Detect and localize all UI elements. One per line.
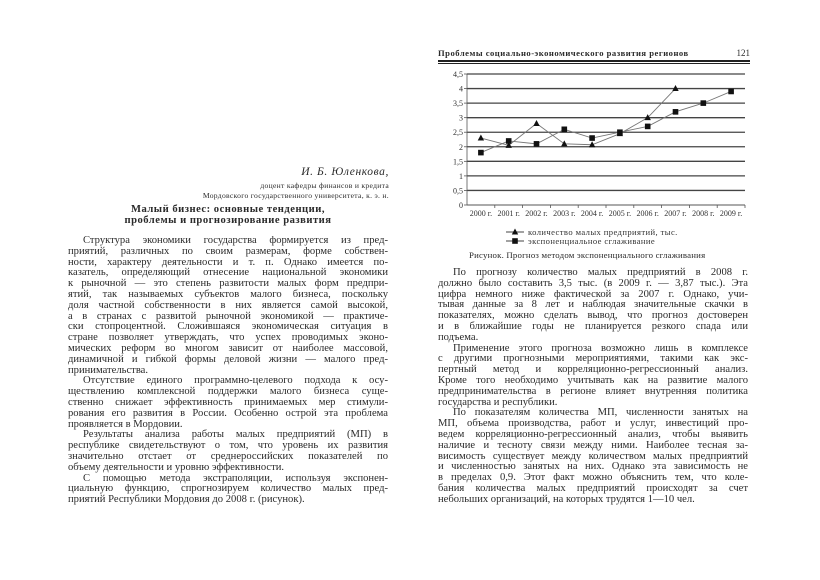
text-line: и численностью занятых на них. Однако эта зависимость не xyxy=(438,461,748,473)
text-line: МП, объема производства, работ и услуг, инвестиций про- xyxy=(438,418,748,430)
article-title-line: Малый бизнес: основные тенденции, xyxy=(130,204,326,215)
text-line: тывая данные за 8 лет и наблюдая значительные скачки в xyxy=(438,299,748,311)
text-line: висимость существует между количеством малых предприятий xyxy=(438,450,748,462)
text-line: Применение этого прогноза возможно лишь в комплексе xyxy=(453,342,748,354)
x-tick-label: 2007 г. xyxy=(664,209,687,218)
data-point-square xyxy=(617,129,623,135)
article-title-line: проблемы и прогнозирование развития xyxy=(124,215,332,226)
text-line: стране позволяет утверждать, что успех проводимых эконо- xyxy=(68,332,388,344)
text-line: с другими прогнозными мероприятиями, такими как экс- xyxy=(438,353,748,365)
text-line: ственно снижает эффективность принимаемых мер стимули- xyxy=(68,396,388,408)
x-tick-label: 2009 г. xyxy=(719,209,743,218)
x-tick-label: 2001 г. xyxy=(497,209,520,218)
x-tick-label: 2000 г. xyxy=(469,209,493,218)
x-tick-label: 2002 г. xyxy=(525,209,548,218)
y-tick-label: 2,5 xyxy=(453,128,463,138)
text-line: приятий Республики Мордовия до 2008 г. (рисунок). xyxy=(68,494,305,506)
text-line: По показателям количества МП, численности занятых на xyxy=(453,407,748,419)
text-line: Результаты анализа работы малых предприятий (МП) в xyxy=(83,429,388,441)
y-tick-label: 1,5 xyxy=(453,157,463,167)
text-line: принимательства. xyxy=(68,364,149,376)
text-line: в пределах 0,9. Этот факт можно объяснить тем, что коле- xyxy=(438,472,748,484)
text-line: рования его развития в России. Особенно острой эта проблема xyxy=(68,407,388,419)
y-tick-label: 0 xyxy=(459,201,463,210)
legend-label: экспоненциальное сглаживание xyxy=(528,236,656,246)
text-line: предпринимательства в регионе влияет внутренняя политика xyxy=(438,385,748,397)
text-line: должно было составить 3,5 тыс. (в 2009 г. — 3,87 тыс.). Эта xyxy=(438,277,748,289)
text-line: наличие и тесноту связи между ними. Наиболее тесная за- xyxy=(438,439,748,451)
page-number: 121 xyxy=(736,48,750,58)
text-line: приятий, различных по своим размерам, форме собствен- xyxy=(68,245,388,257)
data-point-triangle xyxy=(533,120,539,126)
text-line: динамичной и гибкой формы деловой жизни — малого пред- xyxy=(68,353,388,365)
data-point-square xyxy=(562,127,568,133)
y-tick-label: 2 xyxy=(459,142,463,152)
y-tick-label: 4,5 xyxy=(453,70,463,79)
text-line: подъема. xyxy=(438,331,479,343)
text-line: проявляется в Мордовии. xyxy=(68,418,183,430)
x-tick-label: 2008 г. xyxy=(692,209,715,218)
data-point-square xyxy=(478,150,484,156)
author-name: И. Б. Юленкова, xyxy=(301,166,389,178)
figure-caption: Рисунок. Прогноз методом экспоненциального сглаживания xyxy=(469,250,706,260)
text-line: казатель, определяющий отнесение национальной экономики xyxy=(68,267,388,279)
data-point-square xyxy=(645,124,651,130)
text-line: циальную функцию, спрогнозируем количество малых пред- xyxy=(68,483,388,495)
text-line: и в ближайшие годы не планируется резкого спада или xyxy=(438,320,748,332)
legend-marker-triangle xyxy=(512,229,518,235)
x-tick-label: 2004 г. xyxy=(580,209,604,218)
x-tick-label: 2005 г. xyxy=(608,209,632,218)
text-line: доля частной собственности в них является самой высокой, xyxy=(68,299,388,311)
data-point-square xyxy=(534,141,540,147)
text-line: Отсутствие единого программно-целевого подхода к осу- xyxy=(83,375,388,387)
text-line: ществлению комплексной поддержки малого бизнеса суще- xyxy=(68,386,388,398)
author-position: доцент кафедры финансов и кредита xyxy=(260,181,389,190)
data-point-square xyxy=(673,109,679,115)
text-line: ности, характеру деятельности и т. п. Однако имеется по- xyxy=(68,256,388,268)
text-line: Кроме того необходимо учитывать как на развитие малого xyxy=(438,374,748,386)
text-line: ятий, так называемых субъектов малого бизнеса, поскольку xyxy=(68,288,388,300)
text-line: к рыночной — это степень развитости малых форм предпри- xyxy=(68,278,388,290)
text-line: ведем корреляционно-регрессионный анализ, чтобы выявить xyxy=(438,428,748,440)
data-point-triangle xyxy=(561,140,567,146)
text-line: объему деятельности и уровню эффективности. xyxy=(68,461,285,473)
text-line: По прогнозу количество малых предприятий в 2008 г. xyxy=(453,267,748,278)
data-point-square xyxy=(506,138,512,144)
y-tick-label: 3,5 xyxy=(453,99,463,109)
text-line: а в странах с развитой рыночной экономикой — практиче- xyxy=(68,310,388,322)
y-tick-label: 1 xyxy=(459,171,463,181)
y-tick-label: 3 xyxy=(459,113,463,123)
legend-marker-square xyxy=(512,238,518,244)
data-point-square xyxy=(701,100,707,106)
author-university: Мордовского государственного университета, к. э. н. xyxy=(202,191,389,200)
text-line: республике свидетельствуют о том, что уровень их развития xyxy=(68,440,388,452)
right-body-text xyxy=(438,268,748,506)
x-tick-label: 2003 г. xyxy=(553,209,576,218)
y-tick-label: 0,5 xyxy=(453,186,463,196)
text-line: С помощью метода экстраполяции, используя экспонен- xyxy=(83,472,388,484)
x-tick-label: 2006 г. xyxy=(636,209,659,218)
text-line: пертный метод и корреляционно-регрессионный анализ. xyxy=(438,364,748,376)
data-point-triangle xyxy=(478,135,484,141)
text-line: мических реформ во многом зависит от наиболее массовой, xyxy=(68,342,388,354)
text-line: государства и республики. xyxy=(438,396,558,408)
text-line: значительно отстает от среднероссийских показателей по xyxy=(68,450,388,462)
text-line: бания количества малых предприятий происходят за счет xyxy=(438,482,748,494)
legend-label: количество малых предприятий, тыс. xyxy=(528,227,678,237)
y-tick-label: 4 xyxy=(459,84,463,94)
series-line-square xyxy=(481,91,731,152)
text-line: показателях, можно сделать вывод, что прогноз достоверен xyxy=(438,310,748,322)
text-line: Структура экономики государства формируется из пред- xyxy=(83,235,388,246)
text-line: небольших организаций, на которых трудятся 1—10 чел. xyxy=(438,493,695,505)
text-line: цифра немного ниже фактической за 2007 г. Однако, учи- xyxy=(438,288,748,300)
running-head: Проблемы социально-экономического развития регионов xyxy=(438,48,689,58)
data-point-square xyxy=(728,89,734,95)
data-point-square xyxy=(589,135,595,141)
text-line: ски стопроцентной. Сложившаяся экономическая ситуация в xyxy=(68,321,388,333)
